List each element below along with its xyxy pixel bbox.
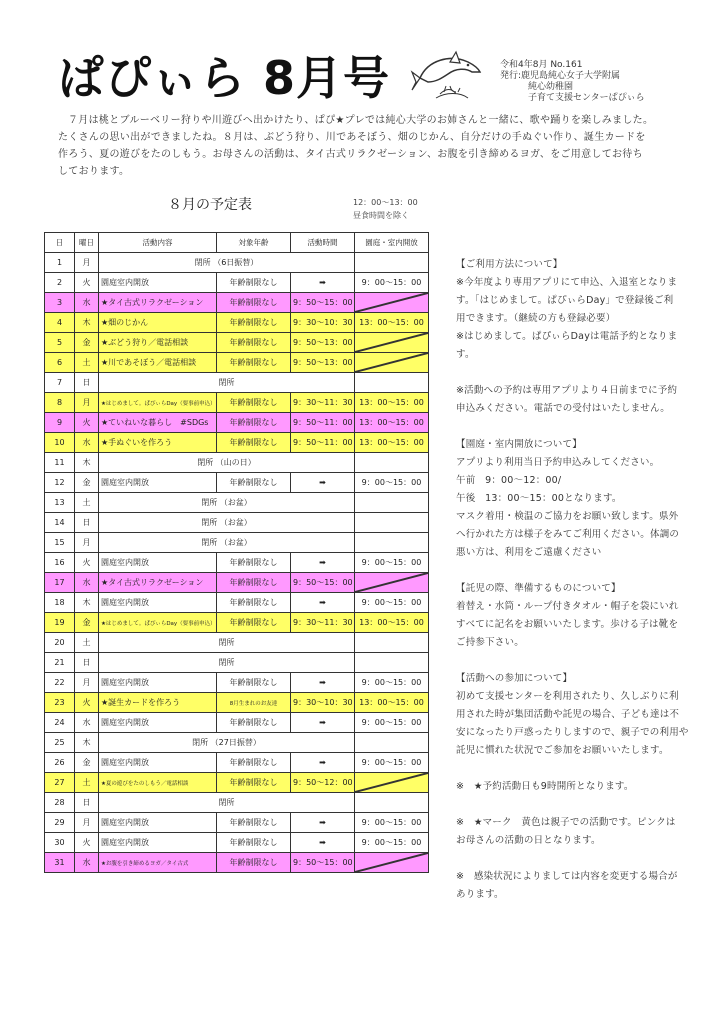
day-cell: 21 [45,653,75,673]
closed-cell: 閉所 （お盆） [99,533,355,553]
age-cell: 年齢制限なし [217,393,291,413]
publisher-line: 純心幼稚園 [528,82,574,92]
weekday-cell: 月 [75,813,99,833]
weekday-cell: 金 [75,333,99,353]
closed-cell: 閉所 [99,793,355,813]
time-cell: ➡ [291,673,355,693]
activity-cell: 園庭室内開放 [99,753,217,773]
table-row [45,333,429,353]
day-cell: 13 [45,493,75,513]
activity-cell: ★ぶどう狩り／電話相談 [99,333,217,353]
weekday-cell: 火 [75,693,99,713]
day-cell: 25 [45,733,75,753]
activity-cell: 園庭室内開放 [99,713,217,733]
info-line: す。 [456,349,475,360]
spacer [456,760,706,778]
table-row [45,633,429,653]
info-line: アプリより利用当日予約申込みしてください。 [456,457,660,468]
weekday-cell: 日 [75,373,99,393]
dolphin-illustration-icon [410,48,488,104]
info-line: ※ 感染状況によりましては内容を変更する場合が [456,871,678,882]
header-weekday: 曜日 [75,233,99,253]
activity-cell: 園庭室内開放 [99,593,217,613]
time-cell: 9：50～13：00 [291,333,355,353]
intro-text: ７月は桃とブルーベリー狩りや川遊びへ出かけたり、ぱぴ★プレでは純心大学のお姉さんと一緒に、歌や踊りを楽しみました。 たくさんの思い出ができましたね。８月は、ぶどう狩り、川であそぼう、畑のじかん、自分だけの手ぬぐい作り、誕生カードを 作ろう、夏の遊びをたのしもう。お母さんの活動は、タイ古式リラクゼーション、お腹を引き締めるヨガ、をご用意してお待ち しております。 [58,115,654,177]
activity-cell: 園庭室内開放 [99,833,217,853]
table-row [45,833,429,853]
newsletter-title: ぱぴぃら 8月号 [58,51,391,105]
time-cell: 9：50～11：00 [291,413,355,433]
issue-line: 令和4年8月 No.161 [500,60,583,70]
weekday-cell: 水 [75,853,99,873]
weekday-cell: 水 [75,293,99,313]
info-line: ※活動への予約は専用アプリより４日前までに予約 [456,385,678,396]
weekday-cell: 日 [75,513,99,533]
spacer [456,364,706,382]
open-cell: 9：00～15：00 [355,673,429,693]
info-line: 託児に慣れた状況でご参加をお願いいたします。 [456,745,669,756]
no-open-slash [355,773,428,792]
spacer [456,652,706,670]
age-cell: 年齢制限なし [217,293,291,313]
weekday-cell: 土 [75,633,99,653]
info-line: 午前 9：00～12：00/ [456,475,562,486]
lunch-time-note: 12：00～13：00 昼食時間を除く [353,198,418,220]
usage-info [456,256,706,904]
day-cell: 28 [45,793,75,813]
time-cell: 9：30～11：30 [291,393,355,413]
info-line: お母さんの活動の日となります。 [456,835,601,846]
activity-cell: ★タイ古式リラクゼーション [99,573,217,593]
table-row [45,453,429,473]
info-line: ※はじめまして。ぱぴぃらDayは電話予約となりま [456,331,678,342]
age-cell: 年齢制限なし [217,353,291,373]
weekday-cell: 木 [75,593,99,613]
activity-cell: ★ていねいな暮らし #SDGs [99,413,217,433]
table-row [45,693,429,713]
day-cell: 22 [45,673,75,693]
day-cell: 19 [45,613,75,633]
day-cell: 29 [45,813,75,833]
day-cell: 15 [45,533,75,553]
open-cell [355,573,429,593]
table-row [45,393,429,413]
weekday-cell: 月 [75,673,99,693]
activity-cell: 園庭室内開放 [99,553,217,573]
time-cell: 9：30～10：30 [291,313,355,333]
table-row [45,813,429,833]
open-cell: 9：00～15：00 [355,593,429,613]
weekday-cell: 木 [75,453,99,473]
weekday-cell: 月 [75,533,99,553]
info-line: 用された時が集団活動や託児の場合、子ども達は不 [456,709,680,720]
age-cell: 年齢制限なし [217,773,291,793]
info-line: マスク着用・検温のご協力をお願い致します。県外 [456,511,679,522]
closed-cell: 閉所 （お盆） [99,513,355,533]
day-cell: 8 [45,393,75,413]
day-cell: 11 [45,453,75,473]
time-cell: 9：50～11：00 [291,433,355,453]
time-cell: 9：30～10：30 [291,693,355,713]
table-row [45,613,429,633]
open-cell [355,253,429,273]
age-cell: 年齢制限なし [217,573,291,593]
open-cell: 13：00～15：00 [355,433,429,453]
no-open-slash [355,853,428,872]
info-line: すべてに記名をお願いいたします。歩ける子は靴を [456,619,679,630]
closed-cell: 閉所 （27日振替） [99,733,355,753]
weekday-cell: 水 [75,573,99,593]
schedule-table [44,232,429,873]
open-cell [355,633,429,653]
open-cell [355,733,429,753]
open-cell: 9：00～15：00 [355,813,429,833]
spacer [456,562,706,580]
weekday-cell: 火 [75,833,99,853]
time-cell: ➡ [291,813,355,833]
open-cell [355,853,429,873]
open-cell [355,493,429,513]
weekday-cell: 水 [75,713,99,733]
weekday-cell: 金 [75,613,99,633]
weekday-cell: 木 [75,733,99,753]
closed-cell: 閉所 [99,373,355,393]
section-heading: 【園庭・室内開放について】 [456,439,582,450]
section-heading: 【ご利用方法について】 [456,259,563,270]
weekday-cell: 日 [75,793,99,813]
info-line: す。「はじめまして。ぱぴぃらDay」で登録後ご利 [456,295,674,306]
age-cell: 年齢制限なし [217,273,291,293]
time-cell: 9：50～15：00 [291,853,355,873]
info-line: ※今年度より専用アプリにて申込、入退室となりま [456,277,678,288]
age-cell: 年齢制限なし [217,313,291,333]
info-line: ※ ★マーク 黄色は親子での活動です。ピンクは [456,817,676,828]
weekday-cell: 水 [75,433,99,453]
header-day: 日 [45,233,75,253]
age-cell: 年齢制限なし [217,413,291,433]
time-cell: 9：50～12：00 [291,773,355,793]
day-cell: 17 [45,573,75,593]
open-cell [355,773,429,793]
table-row [45,733,429,753]
open-cell [355,333,429,353]
activity-cell: ★誕生カードを作ろう [99,693,217,713]
activity-cell: 園庭室内開放 [99,273,217,293]
table-row [45,593,429,613]
schedule-body [45,253,429,873]
age-cell: 年齢制限なし [217,713,291,733]
table-row [45,673,429,693]
age-cell: 年齢制限なし [217,673,291,693]
section-heading: 【託児の際、準備するものについて】 [456,583,621,594]
table-row [45,493,429,513]
table-row [45,753,429,773]
closed-cell: 閉所 （6日振替） [99,253,355,273]
info-line: 午後 13：00～15：00となります。 [456,493,622,504]
day-cell: 27 [45,773,75,793]
table-row [45,533,429,553]
table-row [45,473,429,493]
activity-cell: ★手ぬぐいを作ろう [99,433,217,453]
age-cell: 年齢制限なし [217,833,291,853]
table-row [45,433,429,453]
table-row [45,553,429,573]
open-cell [355,793,429,813]
open-cell: 9：00～15：00 [355,753,429,773]
day-cell: 14 [45,513,75,533]
day-cell: 3 [45,293,75,313]
weekday-cell: 日 [75,653,99,673]
weekday-cell: 木 [75,313,99,333]
table-row [45,253,429,273]
time-cell: 9：30～11：30 [291,613,355,633]
header-open: 園庭・室内開放 [355,233,429,253]
age-cell: 年齢制限なし [217,433,291,453]
open-cell: 13：00～15：00 [355,413,429,433]
age-cell: 年齢制限なし [217,553,291,573]
open-cell: 9：00～15：00 [355,473,429,493]
time-cell: ➡ [291,553,355,573]
weekday-cell: 火 [75,413,99,433]
open-cell: 13：00～15：00 [355,393,429,413]
age-cell: 年齢制限なし [217,333,291,353]
closed-cell: 閉所 （お盆） [99,493,355,513]
day-cell: 24 [45,713,75,733]
day-cell: 6 [45,353,75,373]
age-cell: 年齢制限なし [217,753,291,773]
schedule-title: ８月の予定表 [168,197,252,213]
open-cell [355,653,429,673]
day-cell: 2 [45,273,75,293]
time-cell: 9：50～13：00 [291,353,355,373]
info-line: あります。 [456,889,504,900]
open-cell [355,513,429,533]
age-cell: 8月生まれのお友達 [217,693,291,713]
activity-cell: ★タイ古式リラクゼーション [99,293,217,313]
open-cell: 9：00～15：00 [355,273,429,293]
spacer [456,796,706,814]
header-time: 活動時間 [291,233,355,253]
info-line: ※ ★予約活動日も9時開所となります。 [456,781,634,792]
time-cell: ➡ [291,713,355,733]
open-cell [355,373,429,393]
open-cell: 9：00～15：00 [355,833,429,853]
info-line: ご持参下さい。 [456,637,524,648]
day-cell: 26 [45,753,75,773]
day-cell: 7 [45,373,75,393]
time-cell: ➡ [291,753,355,773]
publisher-line: 子育て支援センターぱぴぃら [528,93,645,103]
weekday-cell: 月 [75,393,99,413]
table-row [45,353,429,373]
weekday-cell: 金 [75,753,99,773]
table-row [45,373,429,393]
time-cell: ➡ [291,273,355,293]
activity-cell: ★お腹を引き締めるヨガ／タイ古式 [99,853,217,873]
table-row [45,313,429,333]
time-cell: 9：50～15：00 [291,293,355,313]
no-open-slash [355,573,428,592]
weekday-cell: 火 [75,553,99,573]
time-cell: 9：50～15：00 [291,573,355,593]
publisher-info [500,60,645,104]
weekday-cell: 土 [75,353,99,373]
activity-cell: ★夏の遊びをたのしもう／電話相談 [99,773,217,793]
no-open-slash [355,353,428,372]
closed-cell: 閉所 [99,633,355,653]
weekday-cell: 金 [75,473,99,493]
age-cell: 年齢制限なし [217,473,291,493]
info-line: 初めて支援センターを利用されたり、久しぶりに利 [456,691,679,702]
publisher-line: 発行:鹿児島純心女子大学附属 [500,71,621,81]
time-cell: ➡ [291,593,355,613]
weekday-cell: 土 [75,493,99,513]
weekday-cell: 月 [75,253,99,273]
activity-cell: ★はじめまして。ぱぴぃらDay（要事前申込） [99,393,217,413]
no-open-slash [355,293,428,312]
weekday-cell: 土 [75,773,99,793]
activity-cell: 園庭室内開放 [99,813,217,833]
info-line: 申込みください。電話での受付はいたしません。 [456,403,670,414]
activity-cell: 園庭室内開放 [99,473,217,493]
open-cell [355,293,429,313]
day-cell: 10 [45,433,75,453]
day-cell: 16 [45,553,75,573]
open-cell: 9：00～15：00 [355,713,429,733]
open-cell: 13：00～15：00 [355,313,429,333]
age-cell: 年齢制限なし [217,853,291,873]
open-cell: 13：00～15：00 [355,613,429,633]
table-row [45,573,429,593]
info-line: 悪い方は、利用をご遠慮ください [456,547,602,558]
table-row [45,293,429,313]
table-row [45,713,429,733]
day-cell: 12 [45,473,75,493]
info-line: 用できます。（継続の方も登録必要） [456,313,616,324]
weekday-cell: 火 [75,273,99,293]
no-open-slash [355,333,428,352]
open-cell [355,453,429,473]
day-cell: 31 [45,853,75,873]
time-cell: ➡ [291,833,355,853]
table-row [45,853,429,873]
header-activity: 活動内容 [99,233,217,253]
open-cell: 9：00～15：00 [355,553,429,573]
info-line: 着替え・水筒・ループ付きタオル・帽子を袋にいれ [456,601,679,612]
age-cell: 年齢制限なし [217,613,291,633]
table-row [45,513,429,533]
activity-cell: ★畑のじかん [99,313,217,333]
day-cell: 30 [45,833,75,853]
section-heading: 【活動への参加について】 [456,673,573,684]
info-line: 安になったり戸惑ったりしますので、親子での利用や [456,727,689,738]
closed-cell: 閉所 （山の日） [99,453,355,473]
activity-cell: ★はじめまして。ぱぴぃらDay（要事前申込） [99,613,217,633]
table-row [45,273,429,293]
day-cell: 20 [45,633,75,653]
table-header-row [45,233,429,253]
open-cell: 13：00～15：00 [355,693,429,713]
time-cell: ➡ [291,473,355,493]
age-cell: 年齢制限なし [217,813,291,833]
day-cell: 9 [45,413,75,433]
day-cell: 18 [45,593,75,613]
day-cell: 23 [45,693,75,713]
table-row [45,773,429,793]
age-cell: 年齢制限なし [217,593,291,613]
spacer [456,850,706,868]
table-row [45,413,429,433]
day-cell: 4 [45,313,75,333]
table-row [45,793,429,813]
day-cell: 1 [45,253,75,273]
closed-cell: 閉所 [99,653,355,673]
info-line: へ行かれた方は様子をみてご利用ください。体調の [456,529,680,540]
open-cell [355,353,429,373]
table-row [45,653,429,673]
header-age: 対象年齢 [217,233,291,253]
day-cell: 5 [45,333,75,353]
open-cell [355,533,429,553]
activity-cell: 園庭室内開放 [99,673,217,693]
spacer [456,418,706,436]
activity-cell: ★川であそぼう／電話相談 [99,353,217,373]
